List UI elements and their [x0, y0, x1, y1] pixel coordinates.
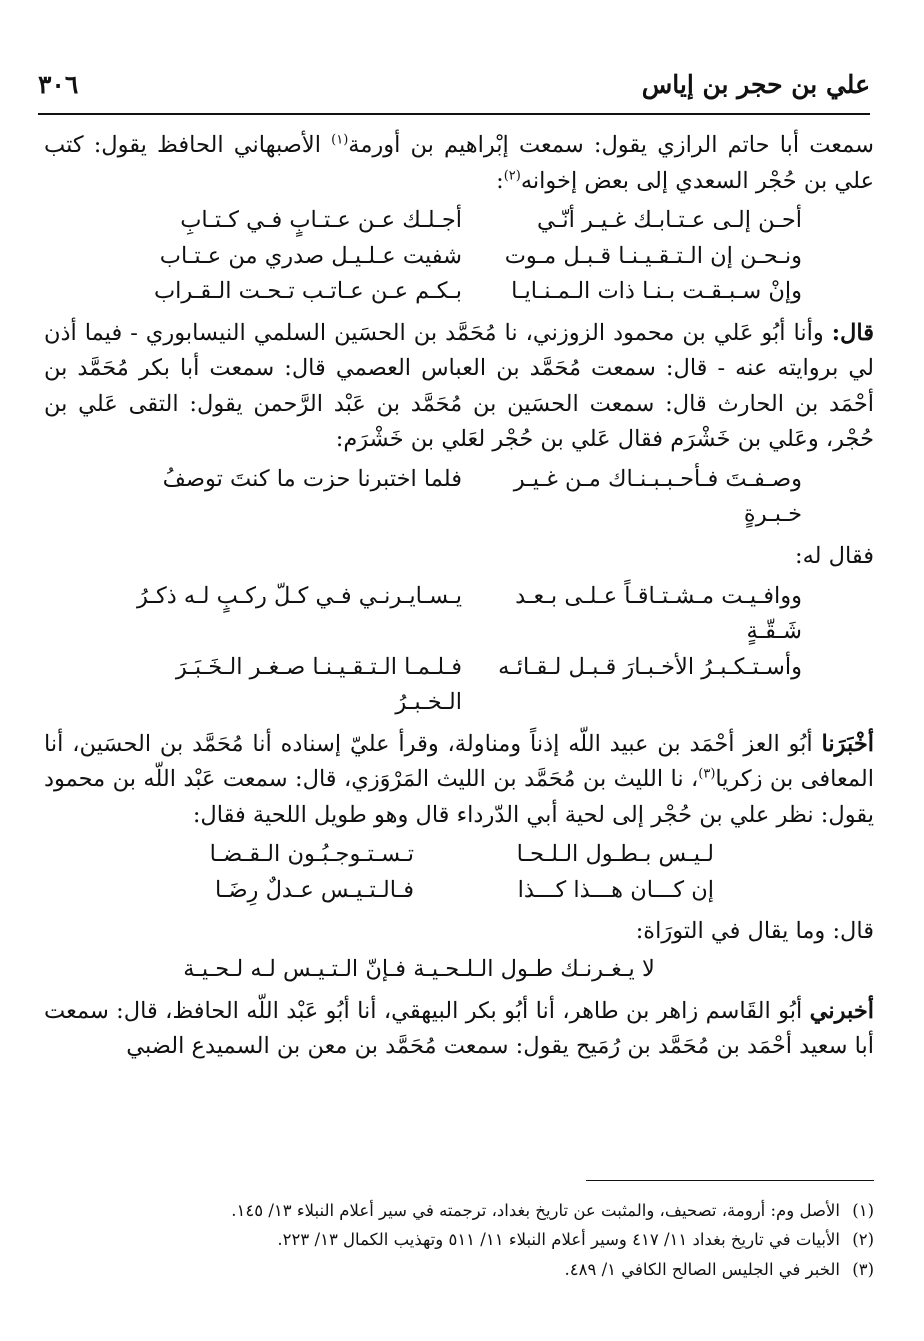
verse-second-hemistich: فـلـمـا الـتـقـيـنـا صـغـر الـخَـبَـرَ الـخـبـرُ — [175, 653, 462, 716]
verse-second-hemistich: شفيت عـلـيـل صدري من عـتـاب — [159, 242, 462, 269]
verse-first-hemistich: لـيـس بـطـول الـلـحـا — [516, 841, 714, 868]
footnote-rule — [586, 1180, 874, 1181]
verse-first-hemistich: وإنْ سـبـقـت بـنـا ذات الـمـنـايـا — [511, 278, 802, 305]
verse-second-hemistich: يـسـايـرنـي فـي كـلّ ركـبٍ لـه ذكـرُ — [137, 582, 462, 609]
verse-line — [44, 873, 874, 909]
footnote-ref-2: (٢) — [503, 168, 521, 184]
verse-line — [44, 837, 874, 873]
footnote-number: (٢) — [852, 1230, 874, 1250]
main-text — [44, 128, 874, 1065]
footnote-item — [44, 1196, 874, 1225]
verse-second-hemistich: بـكـم عـن عـاتـب تـحـت الـقـراب — [153, 278, 462, 305]
verse-first-hemistich: أحـن إلـى عـتـابـك غـيـر أنّـي — [536, 207, 802, 234]
page-number: ٣٠٦ — [38, 69, 79, 99]
verse-second-hemistich: فلما اختبرنا حزت ما كنتَ توصفُ — [162, 465, 462, 492]
footnote-ref-3: (٣) — [698, 766, 716, 782]
verse-first-hemistich: وصـفـتَ فـأحـبـبـنـاك مـن غـيـر خـبـرةٍ — [513, 465, 802, 528]
footnote-number: (١) — [852, 1201, 874, 1220]
paragraph-5: قال: وما يقال في التورَاة: — [635, 918, 874, 945]
footnotes — [44, 1196, 874, 1284]
paragraph-1-text-c: : — [496, 167, 504, 194]
paragraph-4-text-b: ، نا الليث بن مُحَمَّد بن الليث المَرْوَزي، قال: سمعت عَبْد اللّه بن محمود يقول: نظر علي بن حُجْر إلى لحية أبي الدّرداء قال وهو طويل اللحية فقال: — [44, 766, 874, 828]
verse-first-hemistich: إن كـــان هـــذا كـــذا — [517, 876, 714, 903]
poem-4 — [44, 837, 874, 908]
verse-second-hemistich: فـالـتـيـس عـدلٌ رِضَـا — [215, 876, 414, 903]
paragraph-1-text-a: سمعت أبا حاتم الرازي يقول: سمعت إبْراهيم بن أورمة — [348, 132, 875, 158]
running-title: علي بن حجر بن إياس — [641, 69, 870, 99]
footnote-text: الأصل وم: أرومة، تصحيف، والمثبت عن تاريخ بغداد، ترجمته في سير أعلام النبلاء ١٣/ ١٤٥. — [231, 1201, 840, 1220]
paragraph-1 — [44, 128, 874, 199]
verse-line — [44, 650, 874, 721]
verse-second-hemistich: أجـلـك عـن عـتـابٍ فـي كـتـابِ — [180, 207, 462, 234]
paragraph-4-text-a: أبُو العز أحْمَد بن عبيد اللّه إذناً ومناولة، وقرأ عليّ إسناده أنا مُحَمَّد بن الحسَين، أنا المعافى بن زكريا — [44, 730, 875, 793]
paragraph-3: فقال له: — [795, 543, 874, 570]
verse-line — [44, 239, 874, 275]
verse-line — [44, 579, 874, 650]
paragraph-4-lead: أخْبَرَنا — [821, 730, 874, 757]
footnote-ref-1: (١) — [331, 132, 349, 148]
verse-line — [44, 203, 874, 239]
paragraph-2 — [44, 316, 874, 458]
footnote-text: الأبيات في تاريخ بغداد ١١/ ٤١٧ وسير أعلام النبلاء ١١/ ٥١١ وتهذيب الكمال ١٣/ ٢٢٣. — [277, 1230, 840, 1250]
paragraph-1-text-b: الأصبهاني الحافظ يقول: كتب علي بن حُجْر السعدي إلى بعض إخوانه — [44, 132, 874, 194]
header-rule — [38, 113, 870, 115]
paragraph-6-text: أبُو القَاسم زاهر بن طاهر، أنا أبُو بكر البيهقي، أنا أبُو عَبْد اللّه الحافظ، قال: سمعت أبا سعيد أحْمَد بن مُحَمَّد بن رُمَيح يقول: سمعت مُحَمَّد بن معن بن السميدع الضبي — [44, 997, 874, 1060]
poem-1 — [44, 203, 874, 310]
quoted-line: لا يـغـرنـك طـول الـلـحـيـة فـإنّ الـتـيـس لـه لـحـيـة — [183, 956, 655, 983]
paragraph-4 — [44, 727, 874, 834]
verse-first-hemistich: ووافـيـت مـشـتـاقـاً عـلـى بـعـد شَـقّـةٍ — [515, 582, 802, 645]
poem-3 — [44, 579, 874, 721]
poem-2 — [44, 462, 874, 533]
verse-line — [44, 274, 874, 310]
footnote-number: (٣) — [852, 1259, 874, 1279]
verse-second-hemistich: تـسـتـوجـبُـون الـقـضـا — [209, 841, 414, 868]
footnote-text: الخبر في الجليس الصالح الكافي ١/ ٤٨٩. — [564, 1259, 840, 1279]
paragraph-6 — [44, 994, 874, 1065]
footnote-item — [44, 1255, 874, 1284]
paragraph-6-lead: أخبرني — [809, 997, 874, 1024]
verse-first-hemistich: ونـحـن إن الـتـقـيـنـا قـبـل مـوت — [504, 242, 802, 269]
verse-line — [44, 462, 874, 533]
paragraph-2-lead: قال: — [831, 319, 874, 346]
page-header — [38, 64, 870, 104]
footnote-item — [44, 1225, 874, 1254]
paragraph-2-text: وأنا أبُو عَلي بن محمود الزوزني، نا مُحَمَّد بن الحسَين السلمي النيسابوري - فيما أذن لي بروايته عنه - قال: سمعت مُحَمَّد بن العباس العصمي قال: سمعت أبا بكر مُحَمَّد بن أحْمَد بن الحارث قال: سمعت الحسَين بن مُحَمَّد بن عَبْد الرَّحمن يقول: التقى عَلي بن حُجْر، وعَلي بن خَشْرَم فقال عَلي بن حُجْر لعَلي بن خَشْرَم: — [44, 319, 874, 453]
verse-first-hemistich: وأسـتـكـبـرُ الأخـبـارَ قـبـل لـقـائـه — [498, 653, 802, 680]
